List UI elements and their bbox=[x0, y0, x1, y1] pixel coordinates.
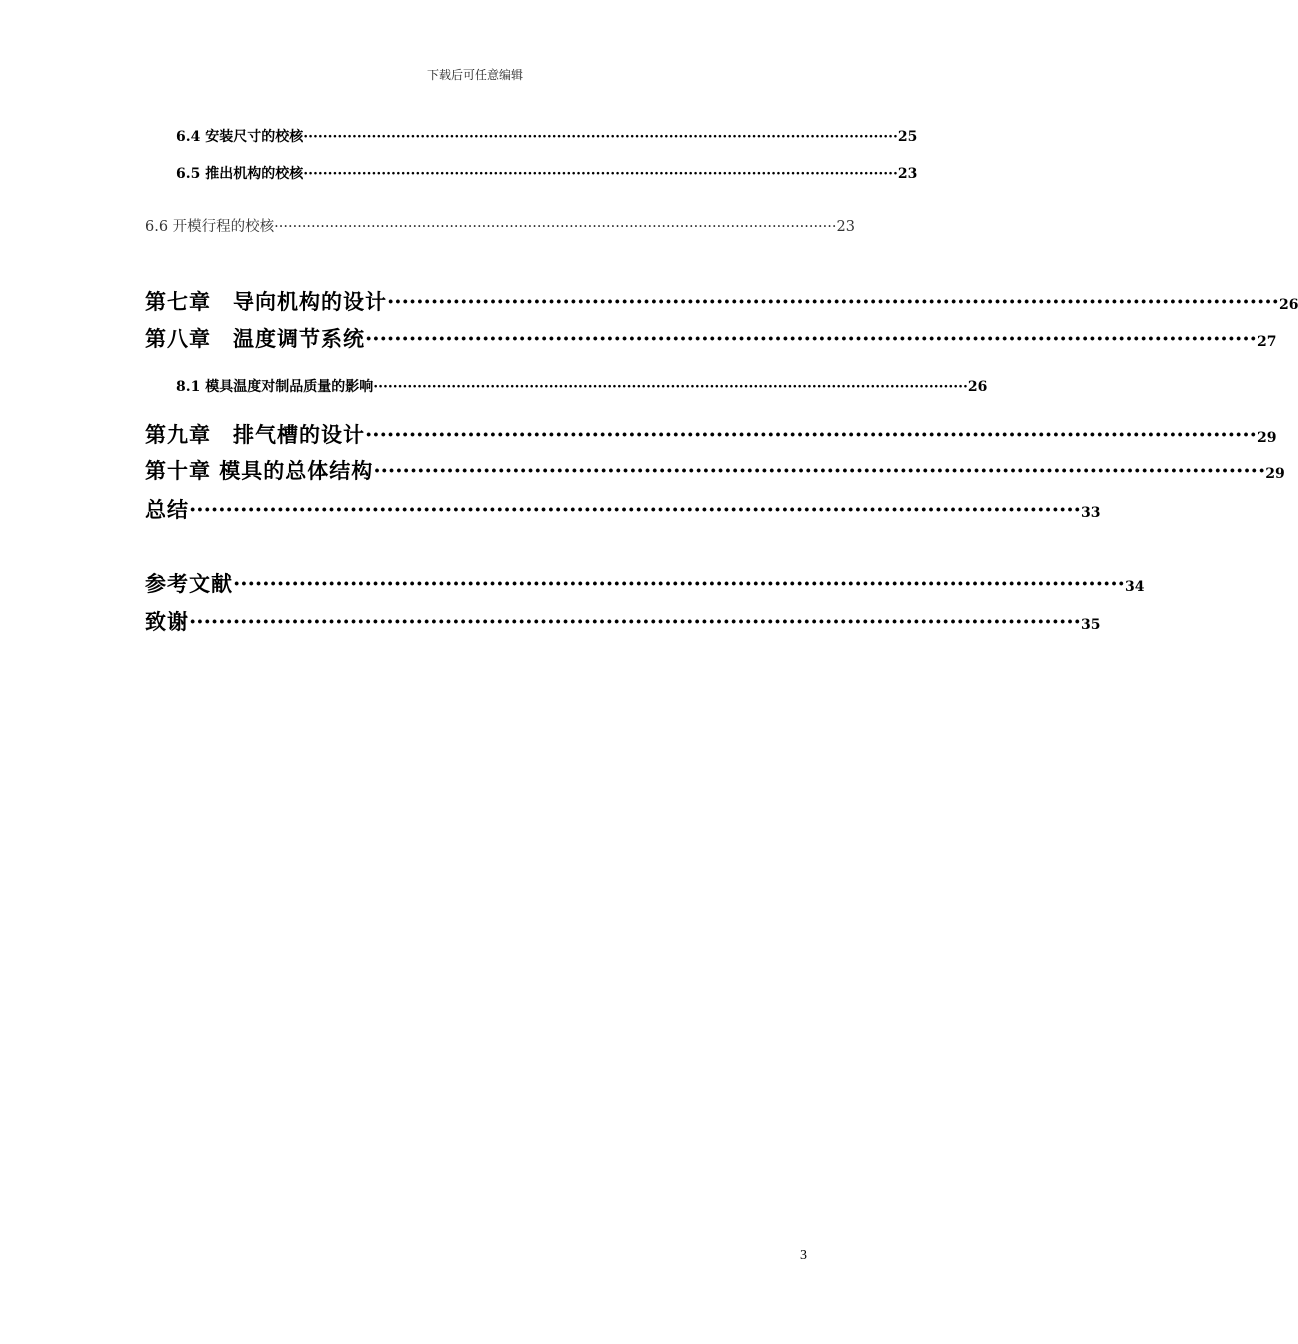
toc-entry-page: 35 bbox=[1080, 617, 1101, 633]
toc-entry-6-5[interactable] bbox=[176, 163, 918, 185]
toc-entry-page: 25 bbox=[897, 129, 918, 145]
toc-entry-6-4[interactable] bbox=[176, 126, 918, 148]
toc-entry-6-6[interactable] bbox=[145, 215, 855, 237]
toc-entry-title: 6.5 推出机构的校核 bbox=[176, 166, 304, 182]
toc-entry-page: 23 bbox=[897, 166, 918, 182]
toc-entry-page: 26 bbox=[967, 379, 988, 395]
toc-entry-8-1[interactable] bbox=[176, 376, 988, 398]
toc-leader-dots: ·························································································································· bbox=[365, 326, 1257, 351]
toc-chapter-7[interactable] bbox=[145, 286, 1298, 316]
toc-entry-page: 26 bbox=[1278, 297, 1298, 313]
toc-entry-page: 29 bbox=[1265, 466, 1285, 482]
page-number: 3 bbox=[800, 1248, 807, 1263]
toc-leader-dots: ·························································································································· bbox=[189, 497, 1081, 522]
toc-leader-dots: ·························································································································· bbox=[233, 571, 1125, 596]
toc-entry-page: 34 bbox=[1124, 579, 1145, 595]
toc-leader-dots: ·························································································································· bbox=[303, 129, 898, 145]
toc-leader-dots: ·························································································································· bbox=[189, 609, 1081, 634]
toc-leader-dots: ·························································································································· bbox=[387, 289, 1279, 314]
toc-summary[interactable] bbox=[145, 494, 1101, 524]
toc-leader-dots: ·························································································································· bbox=[274, 219, 837, 235]
toc-entry-title: 第九章 排气槽的设计 bbox=[145, 422, 365, 447]
toc-entry-title: 致谢 bbox=[145, 609, 189, 634]
toc-entry-title: 第十章 模具的总体结构 bbox=[145, 458, 374, 483]
toc-entry-page: 29 bbox=[1256, 430, 1277, 446]
toc-leader-dots: ·························································································································· bbox=[373, 379, 968, 395]
toc-entry-title: 6.6 开模行程的校核 bbox=[145, 219, 275, 235]
toc-entry-title: 第七章 导向机构的设计 bbox=[145, 289, 387, 314]
toc-entry-title: 第八章 温度调节系统 bbox=[145, 326, 365, 351]
toc-acknowledgements[interactable] bbox=[145, 606, 1101, 636]
toc-chapter-8[interactable] bbox=[145, 323, 1277, 353]
toc-entry-page: 23 bbox=[836, 219, 855, 235]
toc-entry-title: 总结 bbox=[145, 497, 189, 522]
toc-chapter-10[interactable] bbox=[145, 455, 1285, 485]
toc-entry-page: 33 bbox=[1080, 505, 1101, 521]
toc-chapter-9[interactable] bbox=[145, 419, 1277, 449]
toc-entry-title: 参考文献 bbox=[145, 571, 233, 596]
toc-references[interactable] bbox=[145, 568, 1145, 598]
toc-entry-page: 27 bbox=[1256, 334, 1277, 350]
toc-entry-title: 6.4 安装尺寸的校核 bbox=[176, 129, 304, 145]
toc-leader-dots: ·························································································································· bbox=[365, 422, 1257, 447]
page-header: 下载后可任意编辑 bbox=[426, 68, 523, 82]
toc-entry-title: 8.1 模具温度对制品质量的影响 bbox=[176, 379, 374, 395]
toc-leader-dots: ·························································································································· bbox=[303, 166, 898, 182]
toc-leader-dots: ·························································································································· bbox=[373, 458, 1266, 483]
